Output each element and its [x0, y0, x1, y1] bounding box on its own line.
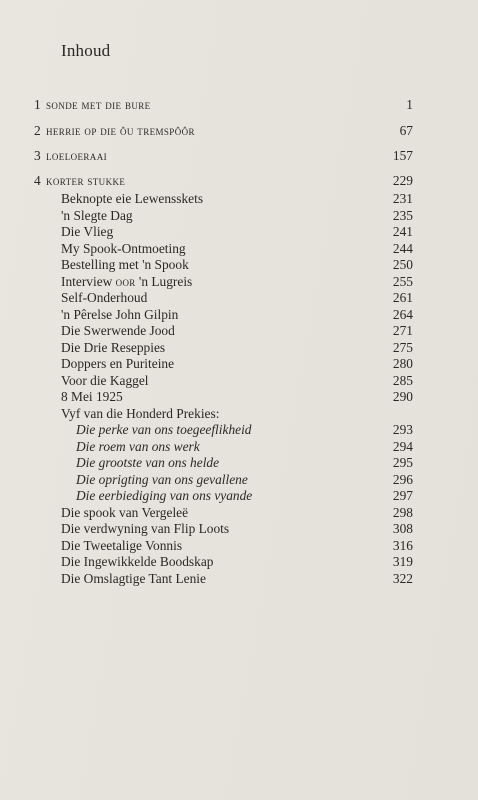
- page-number: 297: [392, 488, 413, 503]
- toc-entry: [0, 504, 478, 522]
- entry-title: Vyf van die Honderd Prekies:: [61, 405, 220, 421]
- entry-title: Die spook van Vergeleë: [61, 504, 189, 520]
- toc-entry: [0, 553, 478, 571]
- sub-entry-title: Die oprigting van ons gevallene: [76, 471, 248, 487]
- entry-title: Die Vlieg: [61, 224, 114, 239]
- page-number: 157: [392, 148, 413, 163]
- entry-title: Die Ingewikkelde Boodskap: [61, 554, 214, 569]
- toc-entry: [0, 240, 478, 258]
- sub-entry-title: Die roem van ons werk: [76, 438, 200, 454]
- entry-title: Die verdwyning van Flip Loots: [61, 521, 230, 536]
- entry-title: Bestelling met 'n Spook: [61, 257, 189, 272]
- toc-chapter: [0, 147, 478, 165]
- entry-title: 'n Pêrelse John Gilpin: [61, 306, 179, 322]
- chapter-number: 3: [34, 148, 41, 163]
- entry-title: My Spook-Ontmoeting: [61, 240, 186, 256]
- entry-title: Doppers en Puriteine: [61, 356, 175, 371]
- toc-chapter: [0, 122, 478, 140]
- page-number: 235: [392, 207, 413, 223]
- page-number: 1: [406, 97, 413, 112]
- entry-title: Die Omslagtige Tant Lenie: [61, 570, 206, 586]
- toc-sub-entry: [0, 487, 478, 505]
- toc-entry: [0, 190, 478, 208]
- toc-entry: [0, 537, 478, 555]
- entry-title: Die Tweetalige Vonnis: [61, 537, 183, 553]
- page-number: 322: [392, 570, 413, 586]
- page-number: 290: [392, 389, 413, 404]
- toc-entry: [0, 273, 478, 291]
- sub-entry-title: Die perke van ons toegeeflikheid: [76, 422, 252, 437]
- entry-title: 8 Mei 1925: [61, 389, 123, 404]
- toc-entry: [0, 223, 478, 241]
- entry-title-part: oor: [115, 273, 136, 289]
- toc-entry: [0, 207, 478, 225]
- toc-entry: [0, 256, 478, 274]
- page-number: 319: [392, 554, 413, 569]
- entry-title-part: 'n Lugreis: [135, 273, 193, 289]
- entry-title: [61, 273, 192, 291]
- toc-sub-entry: [0, 454, 478, 472]
- page-number: 298: [392, 504, 413, 520]
- toc-sub-entry: [0, 438, 478, 456]
- page-number: 296: [392, 471, 413, 487]
- toc-chapter: [0, 172, 478, 190]
- page-number: 250: [392, 257, 413, 272]
- entry-title: Die Drie Reseppies: [61, 339, 166, 355]
- page-number: 293: [392, 422, 413, 437]
- sub-entry-title: Die grootste van ons helde: [76, 455, 220, 470]
- page-number: 275: [392, 339, 413, 355]
- toc-entry: [0, 388, 478, 406]
- toc-entry: [0, 322, 478, 340]
- entry-title-part: Interview: [61, 273, 116, 289]
- page-number: 244: [392, 240, 413, 256]
- page-number: 229: [392, 173, 413, 188]
- toc-entry: [0, 405, 478, 423]
- entry-title: Self-Onderhoud: [61, 290, 148, 305]
- entry-title: 'n Slegte Dag: [61, 207, 133, 223]
- toc-chapter: [0, 96, 478, 114]
- toc-entry: [0, 372, 478, 390]
- chapter-title: herrie op die ôu tremspôôr: [46, 124, 195, 138]
- page-title: Inhoud: [61, 41, 111, 60]
- page-number: 241: [392, 224, 413, 239]
- toc-sub-entry: [0, 421, 478, 439]
- toc-entry: [0, 289, 478, 307]
- page-number: 231: [392, 191, 413, 206]
- page-number: 261: [392, 290, 413, 305]
- page-number: 271: [392, 323, 413, 338]
- sub-entry-title: Die eerbiediging van ons vyande: [76, 488, 253, 503]
- entry-title: Voor die Kaggel: [61, 372, 149, 388]
- toc-entry: [0, 339, 478, 357]
- chapter-title: loeloeraai: [46, 149, 107, 163]
- chapter-number: 2: [34, 123, 41, 138]
- page-number: 308: [392, 521, 413, 536]
- entry-title: Die Swerwende Jood: [61, 323, 175, 338]
- entry-title: Beknopte eie Lewensskets: [61, 191, 204, 206]
- toc-entry: [0, 355, 478, 373]
- toc-entry: [0, 520, 478, 538]
- page-number: 294: [392, 438, 413, 454]
- page-number: 264: [392, 306, 413, 322]
- page-number: 280: [392, 356, 413, 371]
- toc-entry: [0, 306, 478, 324]
- page-number: 255: [392, 273, 413, 289]
- toc-entry: [0, 570, 478, 588]
- chapter-title: korter stukke: [46, 174, 126, 188]
- page-number: 285: [392, 372, 413, 388]
- page-number: 316: [392, 537, 413, 553]
- page-number: 67: [399, 123, 413, 138]
- chapter-number: 4: [34, 173, 41, 188]
- toc-sub-entry: [0, 471, 478, 489]
- chapter-title: sonde met die bure: [46, 98, 151, 112]
- chapter-number: 1: [34, 97, 41, 112]
- page-number: 295: [392, 455, 413, 470]
